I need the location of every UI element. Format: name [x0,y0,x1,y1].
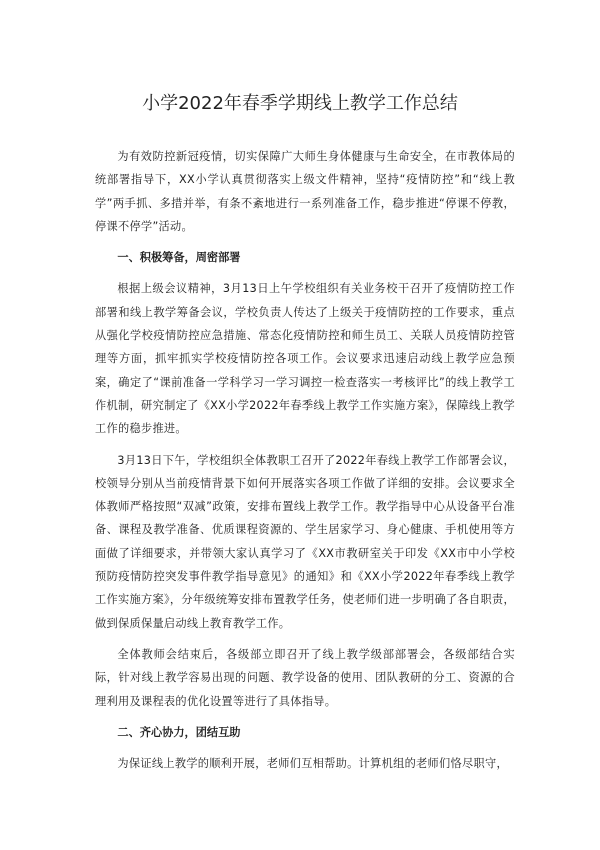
section-1-paragraph-3: 全体教师会结束后，各级部立即召开了线上教学级部部署会，各级部结合实际，针对线上教学容易出现的问题、教学设备的使用、团队教研的分工、资源的合理利用及课程表的优化设置等进行了具体指导。 [95,647,515,708]
document-body [95,145,515,783]
section-1-paragraph-2: 3月13日下午，学校组织全体教职工召开了2022年春线上教学工作部署会议，校领导分别从当前疫情背景下如何开展落实各项工作做了详细的安排。会议要求全体教师严格按照“双减”政策，安排布置线上教学工作。教学指导中心从设备平台准备、课程及教学准备、优质课程资源的、学生居家学习、身心健康、手机使用等方面做了详细要求，并带领大家认真学习了《XX市教研室关于印发《XX市中小学校预防疫情防控突发事件教学指导意见》的通知》和《XX小学2022年春季线上教学工作实施方案》，分年级统筹安排布置教学任务，使老师们进一步明确了各自职责，做到保质保量启动线上教育教学工作。 [95,453,515,630]
section-2-heading: 二、齐心协力，团结互助 [117,725,241,739]
intro-paragraph: 为有效防控新冠疫情，切实保障广大师生身体健康与生命安全，在市教体局的统部署指导下，XX小学认真贯彻落实上级文件精神，坚持“疫情防控”和“线上教学”两手抓、多措并举，有条不紊地进行一系列准备工作，稳步推进“停课不停教，停课不停学”活动。 [95,150,515,233]
section-2-paragraph-1: 为保证线上教学的顺利开展，老师们互相帮助。计算机组的老师们恪尽职守， [117,757,508,771]
section-1-heading: 一、积极筹备，周密部署 [117,251,241,265]
document-title: 小学2022年春季学期线上教学工作总结 [142,93,458,114]
section-1-paragraph-1: 根据上级会议精神，3月13日上午学校组织有关业务校干召开了疫情防控工作部署和线上教学筹备会议，学校负责人传达了上级关于疫情防控的工作要求，重点从强化学校疫情防控应急措施、常态化疫情防控和师生员工、关联人员疫情防控管理等方面，抓牢抓实学校疫情防控各项工作。会议要求迅速启动线上教学应急预案，确定了“课前准备一学科学习一学习调控一检查落实一考核评比”的线上教学工作机制，研究制定了《XX小学2022年春季线上教学工作实施方案》，保障线上教学工作的稳步推进。 [95,282,515,436]
